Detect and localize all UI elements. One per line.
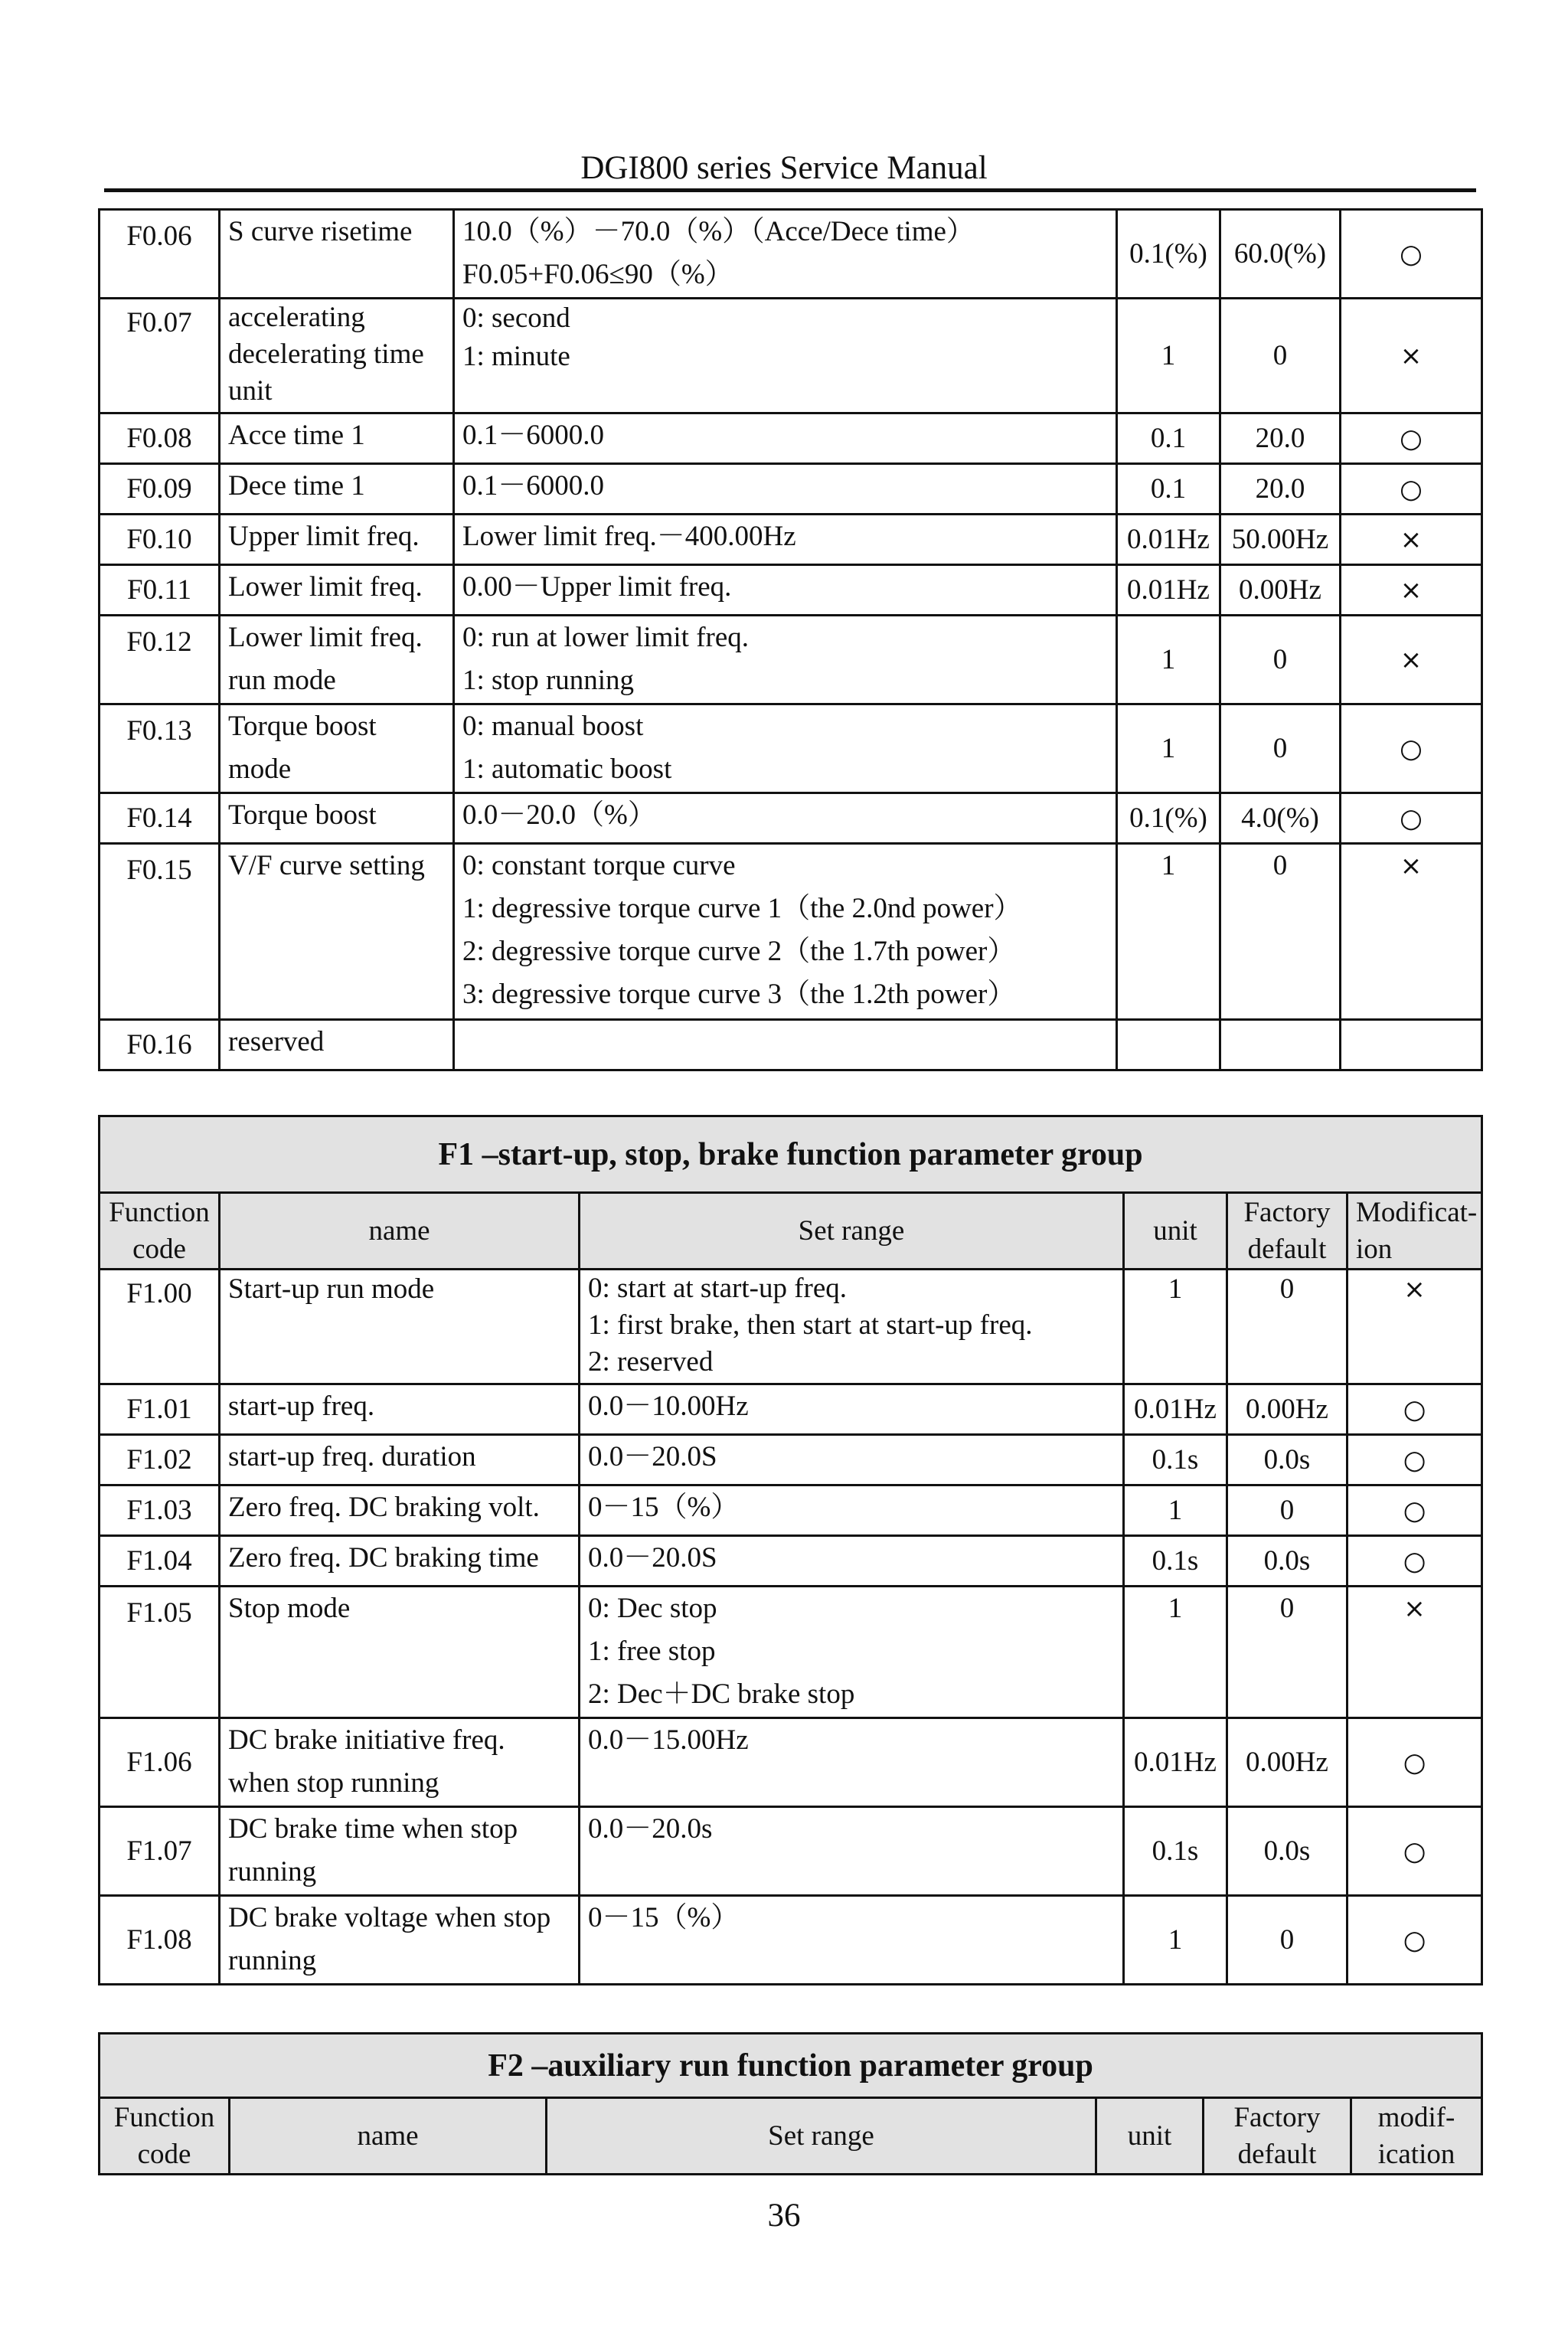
unit: 0.1(%)	[1117, 210, 1220, 299]
unit: 1	[1117, 844, 1220, 1020]
factory-default: 0.0s	[1227, 1807, 1348, 1896]
table-row	[100, 616, 1482, 704]
function-code: F0.13	[100, 704, 220, 793]
function-code: F0.14	[100, 793, 220, 844]
table-row	[100, 1807, 1482, 1896]
unit: 1	[1124, 1896, 1227, 1985]
set-range: 0.0－15.00Hz	[580, 1718, 1124, 1807]
modification-symbol	[1341, 1020, 1482, 1070]
header-name: name	[220, 1193, 580, 1270]
table-row	[100, 1587, 1482, 1718]
function-code: F0.15	[100, 844, 220, 1020]
set-range: 0.0－20.0s	[580, 1807, 1124, 1896]
unit: 1	[1124, 1270, 1227, 1384]
factory-default: 60.0(%)	[1220, 210, 1341, 299]
factory-default: 50.00Hz	[1220, 515, 1341, 565]
table-row	[100, 1536, 1482, 1587]
parameter-name: Torque boost mode	[220, 704, 454, 793]
parameter-name: Start-up run mode	[220, 1270, 580, 1384]
modification-symbol: ○	[1348, 1896, 1482, 1985]
table-row	[100, 1485, 1482, 1536]
modification-symbol: ○	[1341, 210, 1482, 299]
table-row	[100, 464, 1482, 515]
function-code: F0.07	[100, 299, 220, 413]
function-code: F1.07	[100, 1807, 220, 1896]
factory-default: 0	[1220, 704, 1341, 793]
header-factory-default: Factory default	[1227, 1193, 1348, 1270]
set-range: 0.1－6000.0	[454, 464, 1117, 515]
unit: 0.1s	[1124, 1536, 1227, 1587]
function-code: F0.08	[100, 413, 220, 464]
unit: 0.1s	[1124, 1435, 1227, 1485]
unit: 1	[1124, 1587, 1227, 1718]
parameter-name: DC brake voltage when stop running	[220, 1896, 580, 1985]
header-modification: Modificat- ion	[1348, 1193, 1482, 1270]
set-range: 0.1－6000.0	[454, 413, 1117, 464]
set-range: 0.0－20.0S	[580, 1536, 1124, 1587]
unit: 1	[1124, 1485, 1227, 1536]
table-row	[100, 299, 1482, 413]
header-name: name	[230, 2098, 547, 2175]
parameter-name: DC brake time when stop running	[220, 1807, 580, 1896]
set-range: 0－15（%）	[580, 1485, 1124, 1536]
unit: 1	[1117, 299, 1220, 413]
table-row	[100, 515, 1482, 565]
table-row	[100, 210, 1482, 299]
function-code: F1.00	[100, 1270, 220, 1384]
modification-symbol: ○	[1341, 793, 1482, 844]
parameter-name: start-up freq. duration	[220, 1435, 580, 1485]
function-code: F1.04	[100, 1536, 220, 1587]
function-code: F1.02	[100, 1435, 220, 1485]
table-row	[100, 413, 1482, 464]
factory-default: 0.00Hz	[1227, 1718, 1348, 1807]
modification-symbol: ×	[1341, 299, 1482, 413]
set-range: 0: manual boost 1: automatic boost	[454, 704, 1117, 793]
table-row	[100, 844, 1482, 1020]
modification-symbol: ○	[1348, 1807, 1482, 1896]
unit: 1	[1117, 704, 1220, 793]
modification-symbol: ○	[1341, 413, 1482, 464]
modification-symbol: ○	[1348, 1718, 1482, 1807]
factory-default: 20.0	[1220, 413, 1341, 464]
factory-default: 0.00Hz	[1220, 565, 1341, 616]
modification-symbol: ×	[1341, 565, 1482, 616]
function-code: F0.09	[100, 464, 220, 515]
parameter-name: accelerating decelerating time unit	[220, 299, 454, 413]
table-row	[100, 1718, 1482, 1807]
parameter-name: Zero freq. DC braking time	[220, 1536, 580, 1587]
function-code: F0.10	[100, 515, 220, 565]
header-set-range: Set range	[580, 1193, 1124, 1270]
f1-parameter-table	[98, 1115, 1483, 1985]
parameter-name: Zero freq. DC braking volt.	[220, 1485, 580, 1536]
set-range: 0: Dec stop 1: free stop 2: Dec＋DC brake stop	[580, 1587, 1124, 1718]
factory-default: 0.00Hz	[1227, 1384, 1348, 1435]
set-range: 0: run at lower limit freq. 1: stop running	[454, 616, 1117, 704]
unit: 0.01Hz	[1124, 1718, 1227, 1807]
factory-default: 0	[1227, 1587, 1348, 1718]
factory-default: 0	[1227, 1896, 1348, 1985]
function-code: F0.06	[100, 210, 220, 299]
header-factory-default: Factory default	[1204, 2098, 1351, 2175]
modification-symbol: ×	[1341, 844, 1482, 1020]
function-code: F1.06	[100, 1718, 220, 1807]
function-code: F0.16	[100, 1020, 220, 1070]
set-range: 10.0（%）－70.0（%）（Acce/Dece time） F0.05+F0.06≤90（%）	[454, 210, 1117, 299]
unit: 0.1	[1117, 413, 1220, 464]
unit: 0.01Hz	[1117, 515, 1220, 565]
header-set-range: Set range	[547, 2098, 1096, 2175]
table-row	[100, 793, 1482, 844]
function-code: F1.08	[100, 1896, 220, 1985]
table-row	[100, 1384, 1482, 1435]
unit: 0.1s	[1124, 1807, 1227, 1896]
group-title-row	[100, 1116, 1482, 1193]
function-code: F0.12	[100, 616, 220, 704]
function-code: F1.01	[100, 1384, 220, 1435]
factory-default: 20.0	[1220, 464, 1341, 515]
factory-default: 0	[1227, 1485, 1348, 1536]
set-range: 0: constant torque curve 1: degressive torque curve 1（the 2.0nd power） 2: degressive torque curve 2（the 1.7th power） 3: degressive torque curve 3（the 1.2th power）	[454, 844, 1117, 1020]
parameter-name: Upper limit freq.	[220, 515, 454, 565]
factory-default: 0.0s	[1227, 1536, 1348, 1587]
modification-symbol: ×	[1341, 515, 1482, 565]
parameter-name: Stop mode	[220, 1587, 580, 1718]
parameter-name: S curve risetime	[220, 210, 454, 299]
header-row	[100, 1193, 1482, 1270]
modification-symbol: ×	[1348, 1587, 1482, 1718]
f0-parameter-table	[98, 208, 1483, 1071]
unit: 0.01Hz	[1117, 565, 1220, 616]
set-range	[454, 1020, 1117, 1070]
parameter-name: reserved	[220, 1020, 454, 1070]
factory-default: 0	[1220, 299, 1341, 413]
unit: 0.01Hz	[1124, 1384, 1227, 1435]
function-code: F0.11	[100, 565, 220, 616]
modification-symbol: ○	[1348, 1485, 1482, 1536]
modification-symbol: ○	[1341, 704, 1482, 793]
header-function-code: Function code	[100, 2098, 230, 2175]
header-function-code: Function code	[100, 1193, 220, 1270]
set-range: 0.0－10.00Hz	[580, 1384, 1124, 1435]
parameter-name: DC brake initiative freq. when stop running	[220, 1718, 580, 1807]
modification-symbol: ○	[1348, 1435, 1482, 1485]
parameter-name: Acce time 1	[220, 413, 454, 464]
parameter-name: Lower limit freq.	[220, 565, 454, 616]
set-range: 0.0－20.0（%）	[454, 793, 1117, 844]
set-range: 0－15（%）	[580, 1896, 1124, 1985]
table-row	[100, 704, 1482, 793]
modification-symbol: ×	[1341, 616, 1482, 704]
table-row	[100, 1435, 1482, 1485]
unit: 0.1	[1117, 464, 1220, 515]
table-row	[100, 1020, 1482, 1070]
page-number: 36	[767, 2198, 801, 2234]
set-range: 0.00－Upper limit freq.	[454, 565, 1117, 616]
modification-symbol: ○	[1348, 1384, 1482, 1435]
set-range: 0: second 1: minute	[454, 299, 1117, 413]
header-unit: unit	[1096, 2098, 1204, 2175]
table-row	[100, 1896, 1482, 1985]
header-unit: unit	[1124, 1193, 1227, 1270]
parameter-name: Torque boost	[220, 793, 454, 844]
factory-default: 0	[1227, 1270, 1348, 1384]
header-rule	[104, 188, 1476, 192]
set-range: 0: start at start-up freq. 1: first brake, then start at start-up freq. 2: reserved	[580, 1270, 1124, 1384]
set-range: 0.0－20.0S	[580, 1435, 1124, 1485]
set-range: Lower limit freq.－400.00Hz	[454, 515, 1117, 565]
unit: 1	[1117, 616, 1220, 704]
table-row	[100, 1270, 1482, 1384]
factory-default: 4.0(%)	[1220, 793, 1341, 844]
header-row	[100, 2098, 1482, 2175]
parameter-name: Lower limit freq. run mode	[220, 616, 454, 704]
parameter-name: start-up freq.	[220, 1384, 580, 1435]
header-modification: modif- ication	[1351, 2098, 1482, 2175]
factory-default	[1220, 1020, 1341, 1070]
group-title: F1 –start-up, stop, brake function parameter group	[100, 1116, 1482, 1193]
function-code: F1.05	[100, 1587, 220, 1718]
parameter-name: V/F curve setting	[220, 844, 454, 1020]
modification-symbol: ○	[1341, 464, 1482, 515]
unit	[1117, 1020, 1220, 1070]
modification-symbol: ×	[1348, 1270, 1482, 1384]
group-title-row	[100, 2034, 1482, 2098]
factory-default: 0	[1220, 616, 1341, 704]
parameter-name: Dece time 1	[220, 464, 454, 515]
f2-parameter-table	[98, 2032, 1483, 2175]
table-row	[100, 565, 1482, 616]
group-title: F2 –auxiliary run function parameter group	[100, 2034, 1482, 2098]
modification-symbol: ○	[1348, 1536, 1482, 1587]
unit: 0.1(%)	[1117, 793, 1220, 844]
factory-default: 0.0s	[1227, 1435, 1348, 1485]
factory-default: 0	[1220, 844, 1341, 1020]
page-header-title: DGI800 series Service Manual	[580, 150, 988, 186]
function-code: F1.03	[100, 1485, 220, 1536]
